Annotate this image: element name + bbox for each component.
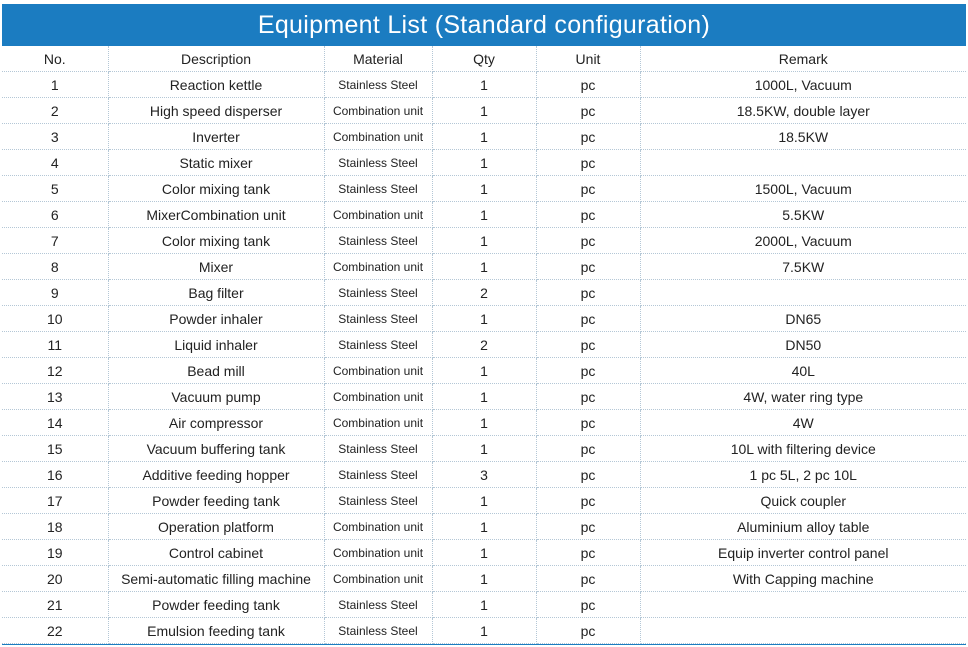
cell-no: 9 bbox=[2, 280, 108, 306]
cell-material: Stainless Steel bbox=[324, 150, 432, 176]
cell-qty: 1 bbox=[432, 150, 536, 176]
cell-no: 13 bbox=[2, 384, 108, 410]
cell-qty: 2 bbox=[432, 332, 536, 358]
cell-material: Combination unit bbox=[324, 124, 432, 150]
cell-remark bbox=[640, 592, 966, 618]
cell-remark: 18.5KW bbox=[640, 124, 966, 150]
cell-qty: 1 bbox=[432, 618, 536, 644]
cell-material: Combination unit bbox=[324, 566, 432, 592]
table-row bbox=[2, 566, 966, 592]
table-row bbox=[2, 254, 966, 280]
header-description: Description bbox=[108, 46, 324, 72]
cell-material: Combination unit bbox=[324, 98, 432, 124]
cell-no: 10 bbox=[2, 306, 108, 332]
table-bottom-rule bbox=[2, 644, 966, 645]
cell-description: Semi-automatic filling machine bbox=[108, 566, 324, 592]
cell-unit: pc bbox=[536, 72, 640, 98]
equipment-list-document bbox=[2, 0, 966, 645]
cell-qty: 3 bbox=[432, 462, 536, 488]
cell-no: 8 bbox=[2, 254, 108, 280]
cell-no: 16 bbox=[2, 462, 108, 488]
cell-qty: 1 bbox=[432, 176, 536, 202]
cell-no: 7 bbox=[2, 228, 108, 254]
cell-material: Stainless Steel bbox=[324, 306, 432, 332]
cell-remark bbox=[640, 150, 966, 176]
cell-unit: pc bbox=[536, 488, 640, 514]
cell-remark: 1000L, Vacuum bbox=[640, 72, 966, 98]
cell-description: Reaction kettle bbox=[108, 72, 324, 98]
cell-description: Air compressor bbox=[108, 410, 324, 436]
table-row bbox=[2, 280, 966, 306]
cell-qty: 1 bbox=[432, 540, 536, 566]
cell-no: 20 bbox=[2, 566, 108, 592]
cell-description: Vacuum buffering tank bbox=[108, 436, 324, 462]
cell-description: MixerCombination unit bbox=[108, 202, 324, 228]
table-row bbox=[2, 384, 966, 410]
cell-description: Emulsion feeding tank bbox=[108, 618, 324, 644]
equipment-table bbox=[2, 46, 966, 644]
table-row bbox=[2, 202, 966, 228]
cell-remark: 7.5KW bbox=[640, 254, 966, 280]
header-remark: Remark bbox=[640, 46, 966, 72]
cell-unit: pc bbox=[536, 124, 640, 150]
cell-description: Additive feeding hopper bbox=[108, 462, 324, 488]
cell-no: 6 bbox=[2, 202, 108, 228]
cell-unit: pc bbox=[536, 358, 640, 384]
cell-material: Combination unit bbox=[324, 540, 432, 566]
table-row bbox=[2, 358, 966, 384]
table-row bbox=[2, 436, 966, 462]
cell-unit: pc bbox=[536, 306, 640, 332]
cell-qty: 2 bbox=[432, 280, 536, 306]
cell-no: 18 bbox=[2, 514, 108, 540]
cell-qty: 1 bbox=[432, 488, 536, 514]
cell-description: Mixer bbox=[108, 254, 324, 280]
cell-qty: 1 bbox=[432, 592, 536, 618]
cell-material: Combination unit bbox=[324, 202, 432, 228]
cell-no: 1 bbox=[2, 72, 108, 98]
cell-material: Stainless Steel bbox=[324, 176, 432, 202]
cell-qty: 1 bbox=[432, 384, 536, 410]
cell-material: Stainless Steel bbox=[324, 618, 432, 644]
cell-remark bbox=[640, 280, 966, 306]
table-row bbox=[2, 72, 966, 98]
cell-qty: 1 bbox=[432, 228, 536, 254]
cell-remark: DN65 bbox=[640, 306, 966, 332]
cell-material: Stainless Steel bbox=[324, 280, 432, 306]
cell-unit: pc bbox=[536, 332, 640, 358]
cell-material: Stainless Steel bbox=[324, 436, 432, 462]
cell-unit: pc bbox=[536, 540, 640, 566]
cell-remark: 4W bbox=[640, 410, 966, 436]
cell-material: Combination unit bbox=[324, 384, 432, 410]
table-row bbox=[2, 618, 966, 644]
cell-no: 3 bbox=[2, 124, 108, 150]
cell-unit: pc bbox=[536, 176, 640, 202]
header-qty: Qty bbox=[432, 46, 536, 72]
cell-description: Powder feeding tank bbox=[108, 592, 324, 618]
table-row bbox=[2, 176, 966, 202]
header-material: Material bbox=[324, 46, 432, 72]
cell-description: Inverter bbox=[108, 124, 324, 150]
cell-unit: pc bbox=[536, 436, 640, 462]
cell-material: Combination unit bbox=[324, 254, 432, 280]
table-body bbox=[2, 72, 966, 644]
cell-qty: 1 bbox=[432, 98, 536, 124]
cell-qty: 1 bbox=[432, 514, 536, 540]
cell-qty: 1 bbox=[432, 124, 536, 150]
table-row bbox=[2, 592, 966, 618]
table-row bbox=[2, 124, 966, 150]
cell-description: Liquid inhaler bbox=[108, 332, 324, 358]
cell-unit: pc bbox=[536, 592, 640, 618]
cell-material: Stainless Steel bbox=[324, 488, 432, 514]
cell-remark: 40L bbox=[640, 358, 966, 384]
cell-no: 22 bbox=[2, 618, 108, 644]
cell-unit: pc bbox=[536, 98, 640, 124]
cell-qty: 1 bbox=[432, 566, 536, 592]
table-row bbox=[2, 150, 966, 176]
header-unit: Unit bbox=[536, 46, 640, 72]
table-row bbox=[2, 514, 966, 540]
cell-qty: 1 bbox=[432, 72, 536, 98]
cell-description: Color mixing tank bbox=[108, 228, 324, 254]
cell-remark: Quick coupler bbox=[640, 488, 966, 514]
cell-no: 4 bbox=[2, 150, 108, 176]
cell-unit: pc bbox=[536, 150, 640, 176]
cell-no: 15 bbox=[2, 436, 108, 462]
cell-description: Vacuum pump bbox=[108, 384, 324, 410]
table-row bbox=[2, 98, 966, 124]
cell-material: Stainless Steel bbox=[324, 332, 432, 358]
cell-material: Combination unit bbox=[324, 514, 432, 540]
cell-description: High speed disperser bbox=[108, 98, 324, 124]
table-row bbox=[2, 306, 966, 332]
cell-remark: 2000L, Vacuum bbox=[640, 228, 966, 254]
cell-unit: pc bbox=[536, 254, 640, 280]
table-row bbox=[2, 228, 966, 254]
table-row bbox=[2, 540, 966, 566]
cell-remark bbox=[640, 618, 966, 644]
cell-unit: pc bbox=[536, 384, 640, 410]
cell-description: Powder inhaler bbox=[108, 306, 324, 332]
cell-remark: Aluminium alloy table bbox=[640, 514, 966, 540]
table-row bbox=[2, 462, 966, 488]
cell-qty: 1 bbox=[432, 410, 536, 436]
cell-no: 11 bbox=[2, 332, 108, 358]
cell-no: 12 bbox=[2, 358, 108, 384]
cell-qty: 1 bbox=[432, 358, 536, 384]
cell-material: Stainless Steel bbox=[324, 592, 432, 618]
cell-no: 2 bbox=[2, 98, 108, 124]
cell-unit: pc bbox=[536, 514, 640, 540]
cell-qty: 1 bbox=[432, 306, 536, 332]
cell-description: Operation platform bbox=[108, 514, 324, 540]
cell-remark: DN50 bbox=[640, 332, 966, 358]
cell-description: Powder feeding tank bbox=[108, 488, 324, 514]
cell-unit: pc bbox=[536, 228, 640, 254]
cell-remark: 1500L, Vacuum bbox=[640, 176, 966, 202]
cell-no: 17 bbox=[2, 488, 108, 514]
cell-remark: With Capping machine bbox=[640, 566, 966, 592]
cell-remark: Equip inverter control panel bbox=[640, 540, 966, 566]
cell-unit: pc bbox=[536, 280, 640, 306]
cell-description: Static mixer bbox=[108, 150, 324, 176]
table-header-row bbox=[2, 46, 966, 72]
cell-remark: 1 pc 5L, 2 pc 10L bbox=[640, 462, 966, 488]
cell-qty: 1 bbox=[432, 254, 536, 280]
page-title-bar bbox=[2, 4, 966, 46]
cell-material: Stainless Steel bbox=[324, 228, 432, 254]
cell-material: Stainless Steel bbox=[324, 462, 432, 488]
header-no: No. bbox=[2, 46, 108, 72]
cell-description: Bead mill bbox=[108, 358, 324, 384]
cell-unit: pc bbox=[536, 462, 640, 488]
cell-qty: 1 bbox=[432, 436, 536, 462]
table-row bbox=[2, 410, 966, 436]
cell-unit: pc bbox=[536, 618, 640, 644]
cell-description: Bag filter bbox=[108, 280, 324, 306]
cell-remark: 18.5KW, double layer bbox=[640, 98, 966, 124]
page-title: Equipment List (Standard configuration) bbox=[257, 11, 711, 39]
cell-remark: 4W, water ring type bbox=[640, 384, 966, 410]
cell-no: 14 bbox=[2, 410, 108, 436]
cell-material: Combination unit bbox=[324, 358, 432, 384]
cell-unit: pc bbox=[536, 566, 640, 592]
cell-description: Color mixing tank bbox=[108, 176, 324, 202]
cell-remark: 10L with filtering device bbox=[640, 436, 966, 462]
cell-description: Control cabinet bbox=[108, 540, 324, 566]
cell-no: 5 bbox=[2, 176, 108, 202]
cell-unit: pc bbox=[536, 410, 640, 436]
cell-no: 19 bbox=[2, 540, 108, 566]
table-row bbox=[2, 332, 966, 358]
cell-no: 21 bbox=[2, 592, 108, 618]
cell-remark: 5.5KW bbox=[640, 202, 966, 228]
cell-qty: 1 bbox=[432, 202, 536, 228]
table-row bbox=[2, 488, 966, 514]
cell-unit: pc bbox=[536, 202, 640, 228]
cell-material: Combination unit bbox=[324, 410, 432, 436]
cell-material: Stainless Steel bbox=[324, 72, 432, 98]
